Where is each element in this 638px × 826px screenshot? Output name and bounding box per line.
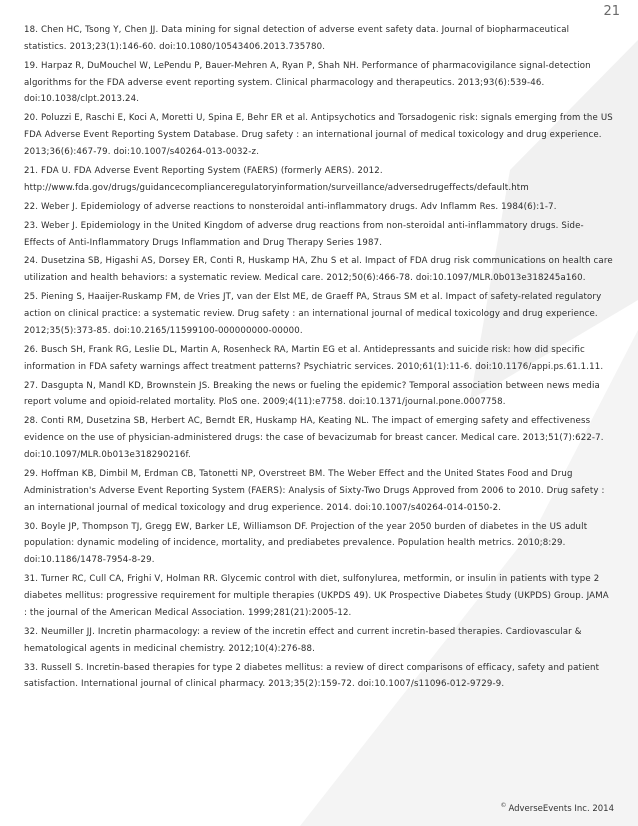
reference-entry: 21. FDA U. FDA Adverse Event Reporting System (FAERS) (formerly AERS). 2012. http://www.fda.gov/drugs/guidancecomplianceregulatoryinformation/surveillance/adversedrugeffects/default.htm: [24, 165, 529, 193]
reference-entry: 31. Turner RC, Cull CA, Frighi V, Holman RR. Glycemic control with diet, sulfonylurea, metformin, or insulin in patients with type 2 diabetes mellitus: progressive requirement for multiple therapies (UKPDS 49). UK Prospective Diabetes Study (UKPDS) Group. JAMA : the journal of the American Medical Association. 1999;281(21):2005-12.: [24, 574, 609, 618]
copyright-symbol: ©: [500, 802, 507, 809]
reference-entry: 25. Piening S, Haaijer-Ruskamp FM, de Vries JT, van der Elst ME, de Graeff PA, Straus SM et al. Impact of safety-related regulatory action on clinical practice: a systematic review. Drug safety : an international journal of medical toxicology and drug experience. 2012;35(5):373-85. doi:10.2165/11599100-000000000-00000.: [24, 292, 602, 336]
reference-entry: 20. Poluzzi E, Raschi E, Koci A, Moretti U, Spina E, Behr ER et al. Antipsychotics and Torsadogenic risk: signals emerging from the US FDA Adverse Event Reporting System Database. Drug safety : an international journal of medical toxicology and drug experience. 2013;36(6):467-79. doi:10.1007/s40264-013-0032-z.: [24, 113, 613, 157]
reference-entry: 29. Hoffman KB, Dimbil M, Erdman CB, Tatonetti NP, Overstreet BM. The Weber Effect and the United States Food and Drug Administration's Adverse Event Reporting System (FAERS): Analysis of Sixty-Two Drugs Approved from 2006 to 2010. Drug safety : an international journal of medical toxicology and drug experience. 2014. doi:10.1007/s40264-014-0150-2.: [24, 468, 605, 513]
reference-entry: 26. Busch SH, Frank RG, Leslie DL, Martin A, Rosenheck RA, Martin EG et al. Antidepressants and suicide risk: how did specific information in FDA safety warnings affect treatment patterns? Psychiatric services. 2010;61(1):11-6. doi:10.1176/appi.ps.61.1.11.: [24, 344, 604, 372]
reference-entry: 23. Weber J. Epidemiology in the United Kingdom of adverse drug reactions from non-steroidal anti-inflammatory drugs. Side-Effects of Anti-Inflammatory Drugs Inflammation and Drug Therapy Series 1987.: [24, 220, 584, 248]
reference-entry: 24. Dusetzina SB, Higashi AS, Dorsey ER, Conti R, Huskamp HA, Zhu S et al. Impact of FDA drug risk communications on health care utilization and health behaviors: a systematic review. Medical care. 2012;50(6):466-78. doi:10.1097/MLR.0b013e318245a160.: [24, 256, 613, 284]
reference-entry: 27. Dasgupta N, Mandl KD, Brownstein JS. Breaking the news or fueling the epidemic? Temporal association between news media report volume and opioid-related mortality. PloS one. 2009;4(11):e7758. doi:10.1371/journal.pone.0007758.: [24, 380, 600, 408]
reference-entry: 18. Chen HC, Tsong Y, Chen JJ. Data mining for signal detection of adverse event safety data. Journal of biopharmaceutical statistics. 2013;23(1):146-60. doi:10.1080/10543406.2013.735780.: [24, 25, 570, 52]
reference-list: [24, 22, 614, 695]
copyright-footer: [500, 802, 614, 814]
copyright-text: AdverseEvents Inc. 2014: [508, 803, 614, 814]
reference-entry: 33. Russell S. Incretin-based therapies for type 2 diabetes mellitus: a review of direct comparisons of efficacy, safety and patient satisfaction. International journal of clinical pharmacy. 2013;35(2):159-72. doi:10.1007/s11096-012-9729-9.: [24, 662, 600, 690]
reference-entry: 32. Neumiller JJ. Incretin pharmacology: a review of the incretin effect and current incretin-based therapies. Cardiovascular & hematological agents in medicinal chemistry. 2012;10(4):276-88.: [24, 626, 582, 654]
reference-entry: 22. Weber J. Epidemiology of adverse reactions to nonsteroidal anti-inflammatory drugs. Adv Inflamm Res. 1984(6):1-7.: [24, 201, 557, 212]
reference-entry: 28. Conti RM, Dusetzina SB, Herbert AC, Berndt ER, Huskamp HA, Keating NL. The impact of emerging safety and effectiveness evidence on the use of physician-administered drugs: the case of bevacizumab for breast cancer. Medical care. 2013;51(7):622-7. doi:10.1097/MLR.0b013e318290216f.: [24, 416, 604, 460]
reference-entry: 30. Boyle JP, Thompson TJ, Gregg EW, Barker LE, Williamson DF. Projection of the year 2050 burden of diabetes in the US adult population: dynamic modeling of incidence, mortality, and prediabetes prevalence. Population health metrics. 2010;8:29. doi:10.1186/1478-7954-8-29.: [24, 521, 588, 566]
page-number: 21: [603, 4, 620, 19]
reference-entry: 19. Harpaz R, DuMouchel W, LePendu P, Bauer-Mehren A, Ryan P, Shah NH. Performance of pharmacovigilance signal-detection algorithms for the FDA adverse event reporting system. Clinical pharmacology and therapeutics. 2013;93(6):539-46. doi:10.1038/clpt.2013.24.: [24, 60, 591, 105]
